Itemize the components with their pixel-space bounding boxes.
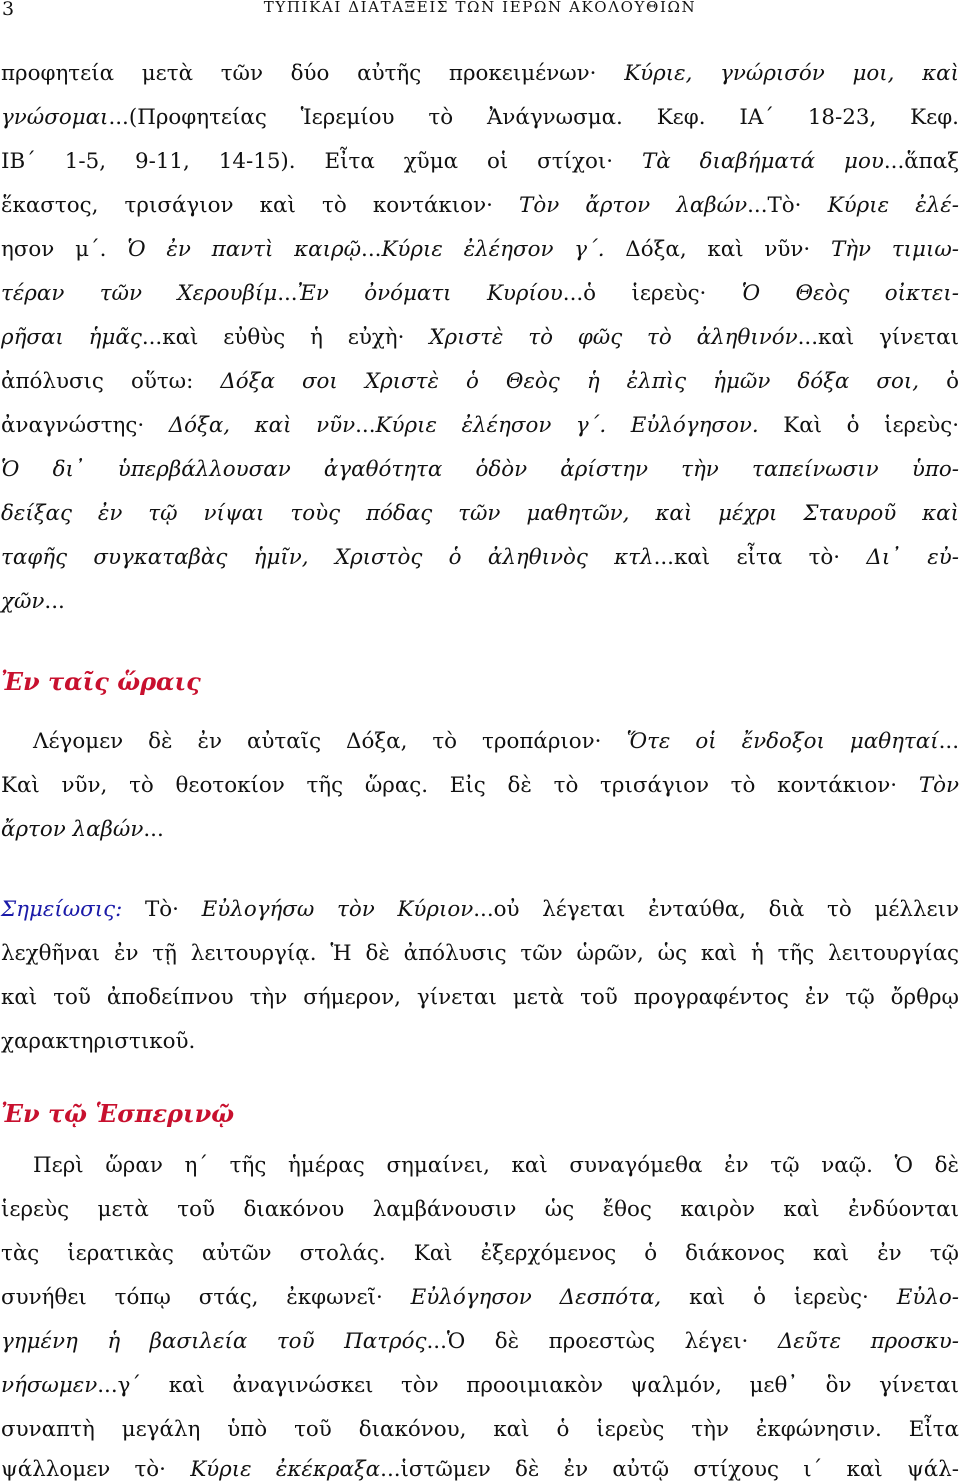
text-line: γνώσομαι...(Προφητείας Ἱερεμίου τὸ Ἀνάγνωσμα. Κεφ. ΙΑ΄ 18-23, Κεφ. bbox=[1, 105, 959, 130]
text-line: δείξας ἐν τῷ νίψαι τοὺς πόδας τῶν μαθητῶν, καὶ μέχρι Σταυροῦ καὶ bbox=[1, 501, 959, 526]
section-heading: Ἐν τῷ Ἑσπερινῷ bbox=[1, 1099, 235, 1128]
text-line: ψάλλομεν τὸ· Κύριε ἐκέκραξα...ἱστῶμεν δὲ ἐν αὐτῷ στίχους ι΄ καὶ ψάλ- bbox=[1, 1457, 960, 1482]
text-line: ἕκαστος, τρισάγιον καὶ τὸ κοντάκιον· Τὸν ἄρτον λαβών...Τὸ· Κύριε ἐλέ- bbox=[1, 193, 959, 218]
text-line: ἀπόλυσις οὕτω: Δόξα σοι Χριστὲ ὁ Θεὸς ἡ ἐλπὶς ἡμῶν δόξα σοι, ὁ bbox=[1, 369, 959, 394]
text-line: γημένη ἡ βασιλεία τοῦ Πατρός...Ὁ δὲ προεστὼς λέγει· Δεῦτε προσκυ- bbox=[1, 1329, 959, 1354]
text-line: τὰς ἱερατικὰς αὐτῶν στολάς. Καὶ ἐξερχόμενος ὁ διάκονος καὶ ἐν τῷ bbox=[1, 1241, 959, 1266]
note-line: καὶ τοῦ ἀποδείπνου τὴν σήμερον, γίνεται μετὰ τοῦ προγραφέντος ἐν τῷ ὄρθρῳ bbox=[1, 985, 959, 1010]
text-line: τέραν τῶν Χερουβίμ...Ἐν ὀνόματι Κυρίου...ὁ ἱερεὺς· Ὁ Θεὸς οἰκτει- bbox=[1, 281, 959, 306]
note-line: λεχθῆναι ἐν τῇ λειτουργίᾳ. Ἡ δὲ ἀπόλυσις τῶν ὡρῶν, ὡς καὶ ἡ τῆς λειτουργίας bbox=[1, 941, 959, 966]
text-line: ΙΒ΄ 1-5, 9-11, 14-15). Εἶτα χῦμα οἱ στίχοι· Τὰ διαβήματά μου...ἅπαξ bbox=[1, 149, 959, 174]
text-line: συναπτὴ μεγάλη ὑπὸ τοῦ διακόνου, καὶ ὁ ἱερεὺς τὴν ἐκφώνησιν. Εἶτα bbox=[1, 1417, 959, 1442]
section-heading: Ἐν ταῖς ὥραις bbox=[1, 667, 201, 696]
text-line: Λέγομεν δὲ ἐν αὐταῖς Δόξα, τὸ τροπάριον· Ὅτε οἱ ἔνδοξοι μαθηταί... bbox=[33, 729, 959, 754]
text-line: ἀναγνώστης· Δόξα, καὶ νῦν...Κύριε ἐλέησον γ΄. Εὐλόγησον. Καὶ ὁ ἱερεὺς· bbox=[1, 413, 959, 438]
text-line: χῶν... bbox=[1, 589, 65, 614]
page-header bbox=[0, 0, 960, 24]
text-line: ἄρτον λαβών... bbox=[1, 817, 164, 842]
text-line: Ὁ δι᾽ ὑπερβάλλουσαν ἀγαθότητα ὁδὸν ἀρίστην τὴν ταπείνωσιν ὑπο- bbox=[1, 457, 959, 482]
note-line: Σημείωσις: Τὸ· Εὐλογήσω τὸν Κύριον...οὐ λέγεται ἐνταύθα, διὰ τὸ μέλλειν bbox=[1, 897, 959, 922]
note-line: χαρακτηριστικοῦ. bbox=[1, 1029, 196, 1054]
text-line: Καὶ νῦν, τὸ θεοτοκίον τῆς ὥρας. Εἰς δὲ τὸ τρισάγιον τὸ κοντάκιον· Τὸν bbox=[1, 773, 959, 798]
running-title: ΤΥΠΙΚΑΙ ΔΙΑΤΑΞΕΙΣ ΤΩΝ ΙΕΡΩΝ ΑΚΟΛΟΥΘΙΩΝ bbox=[263, 0, 697, 16]
text-line: προφητεία μετὰ τῶν δύο αὐτῆς προκειμένων· Κύριε, γνώρισόν μοι, καὶ bbox=[1, 61, 959, 86]
text-line: συνήθει τόπῳ στάς, ἐκφωνεῖ· Εὐλόγησον Δεσπότα, καὶ ὁ ἱερεὺς· Εὐλο- bbox=[1, 1285, 960, 1310]
text-line: ἱερεὺς μετὰ τοῦ διακόνου λαμβάνουσιν ὡς ἔθος καιρὸν καὶ ἐνδύονται bbox=[1, 1197, 959, 1222]
text-line: ρῆσαι ἡμᾶς...καὶ εὐθὺς ἡ εὐχὴ· Χριστὲ τὸ φῶς τὸ ἀληθινόν...καὶ γίνεται bbox=[1, 325, 959, 350]
text-line: ησον μ΄. Ὁ ἐν παντὶ καιρῷ...Κύριε ἐλέησον γ΄. Δόξα, καὶ νῦν· Τὴν τιμιω- bbox=[1, 237, 960, 262]
page-number: 3 bbox=[2, 0, 15, 20]
text-line: Περὶ ὥραν η΄ τῆς ἡμέρας σημαίνει, καὶ συναγόμεθα ἐν τῷ ναῷ. Ὁ δὲ bbox=[33, 1153, 959, 1178]
note-label: Σημείωσις: bbox=[1, 897, 123, 922]
text-line: νήσωμεν...γ΄ καὶ ἀναγινώσκει τὸν προοιμιακὸν ψαλμόν, μεθ᾽ ὃν γίνεται bbox=[1, 1373, 959, 1398]
text-line: ταφῆς συγκαταβὰς ἡμῖν, Χριστὸς ὁ ἀληθινὸς κτλ...καὶ εἶτα τὸ· Δι᾽ εὐ- bbox=[1, 545, 959, 570]
